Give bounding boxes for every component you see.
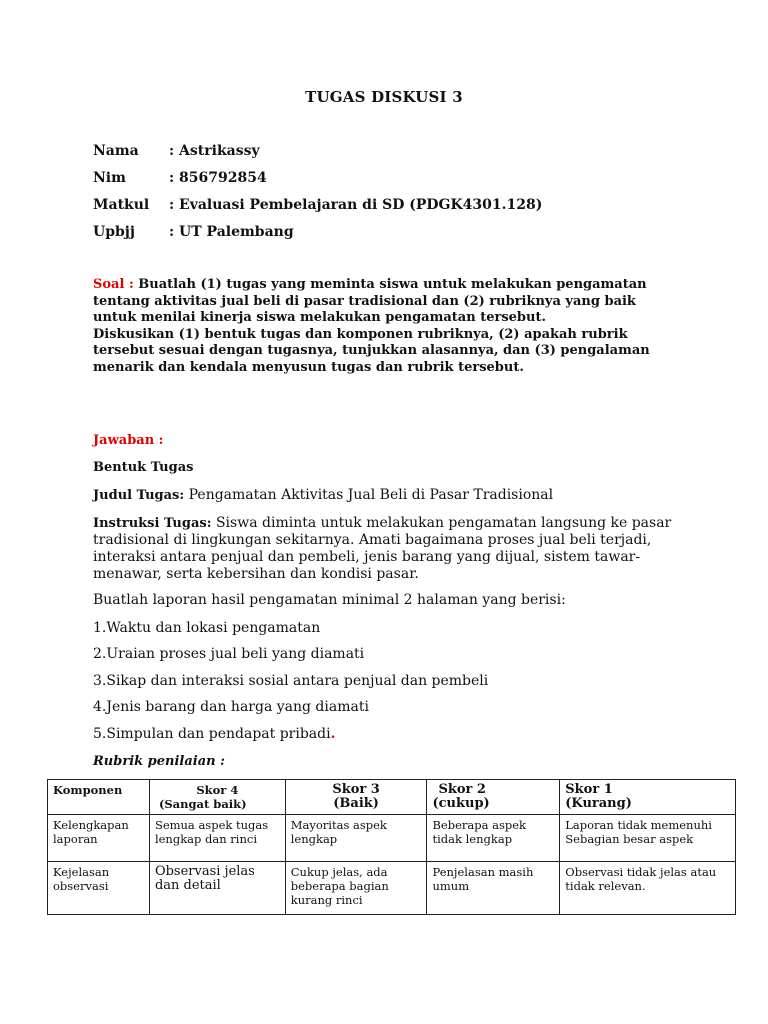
- identity-value: : UT Palembang: [169, 224, 294, 240]
- table-cell: Beberapa aspek tidak lengkap: [427, 815, 560, 862]
- identity-label: Matkul: [93, 197, 150, 213]
- bentuk-tugas-heading: Bentuk Tugas: [93, 460, 194, 475]
- identity-value: : 856792854: [169, 170, 267, 186]
- list-item: 2.Uraian proses jual beli yang diamati: [93, 646, 365, 662]
- soal-label: Soal :: [93, 277, 134, 292]
- table-header-row: [48, 780, 736, 815]
- table-cell: Laporan tidak memenuhi Sebagian besar aspek: [560, 815, 736, 862]
- list-item: 5.Simpulan dan pendapat pribadi: [93, 726, 331, 742]
- list-item: 3.Sikap dan interaksi sosial antara penjual dan pembeli: [93, 673, 489, 689]
- instruksi-label: Instruksi Tugas:: [93, 516, 212, 531]
- identity-label: Upbjj: [93, 224, 135, 240]
- rubric-table: [47, 779, 736, 915]
- rubrik-label: Rubrik penilaian :: [93, 754, 225, 769]
- identity-value: : Evaluasi Pembelajaran di SD (PDGK4301.128): [169, 197, 543, 213]
- table-row: [48, 862, 736, 915]
- identity-value: : Astrikassy: [169, 143, 260, 159]
- header-cell: Skor 1 (Kurang): [560, 780, 736, 815]
- table-cell: Observasi tidak jelas atau tidak relevan.: [560, 862, 736, 915]
- instruksi-value: Siswa diminta untuk melakukan pengamatan langsung ke pasar tradisional di lingkungan sekitarnya. Amati bagaimana proses jual beli terjadi, interaksi antara penjual dan pembeli, jenis barang yang dijual, sistem tawar-menawar, serta kebersihan dan kondisi pasar.: [93, 515, 672, 582]
- header-cell: Komponen: [48, 780, 150, 815]
- identity-row-matkul: [93, 197, 542, 213]
- identity-row-nim: [93, 170, 267, 186]
- judul-tugas-line: [93, 487, 693, 504]
- soal-text-2: Diskusikan (1) bentuk tugas dan komponen rubriknya, (2) apakah rubrik tersebut sesuai dengan tugasnya, tunjukkan alasannya, dan (3) pengalaman menarik dan kendala menyusun tugas dan rubrik tersebut.: [93, 326, 650, 375]
- table-cell: Kejelasan observasi: [48, 862, 150, 915]
- document-title: TUGAS DISKUSI 3: [305, 88, 463, 106]
- list-item-5: [93, 726, 693, 743]
- identity-label: Nama: [93, 143, 139, 159]
- table-cell: Cukup jelas, ada beberapa bagian kurang rinci: [285, 862, 427, 915]
- table-cell: Kelengkapan laporan: [48, 815, 150, 862]
- identity-row-upbjj: [93, 224, 294, 240]
- table-cell: Observasi jelas dan detail: [149, 862, 285, 915]
- table-row: [48, 815, 736, 862]
- header-cell: Skor 3 (Baik): [285, 780, 427, 815]
- soal-paragraph: [93, 277, 683, 376]
- table-cell: Mayoritas aspek lengkap: [285, 815, 427, 862]
- list-item: 1.Waktu dan lokasi pengamatan: [93, 620, 321, 636]
- laporan-intro: Buatlah laporan hasil pengamatan minimal 2 halaman yang berisi:: [93, 592, 566, 608]
- table-cell: Penjelasan masih umum: [427, 862, 560, 915]
- list-item: 4.Jenis barang dan harga yang diamati: [93, 699, 369, 715]
- identity-row-nama: [93, 143, 260, 159]
- identity-label: Nim: [93, 170, 126, 186]
- judul-label: Judul Tugas:: [93, 488, 185, 503]
- jawaban-label: Jawaban :: [93, 433, 164, 448]
- soal-text-1: Buatlah (1) tugas yang meminta siswa untuk melakukan pengamatan tentang aktivitas jual beli di pasar tradisional dan (2) rubriknya yang baik untuk menilai kinerja siswa melakukan pengamatan tersebut.: [93, 277, 647, 325]
- header-cell: Skor 4 (Sangat baik): [149, 780, 285, 815]
- table-cell: Semua aspek tugas lengkap dan rinci: [149, 815, 285, 862]
- instruksi-paragraph: [93, 515, 683, 583]
- judul-value: Pengamatan Aktivitas Jual Beli di Pasar Tradisional: [188, 487, 554, 503]
- red-dot: .: [330, 726, 336, 742]
- header-cell: Skor 2 (cukup): [427, 780, 560, 815]
